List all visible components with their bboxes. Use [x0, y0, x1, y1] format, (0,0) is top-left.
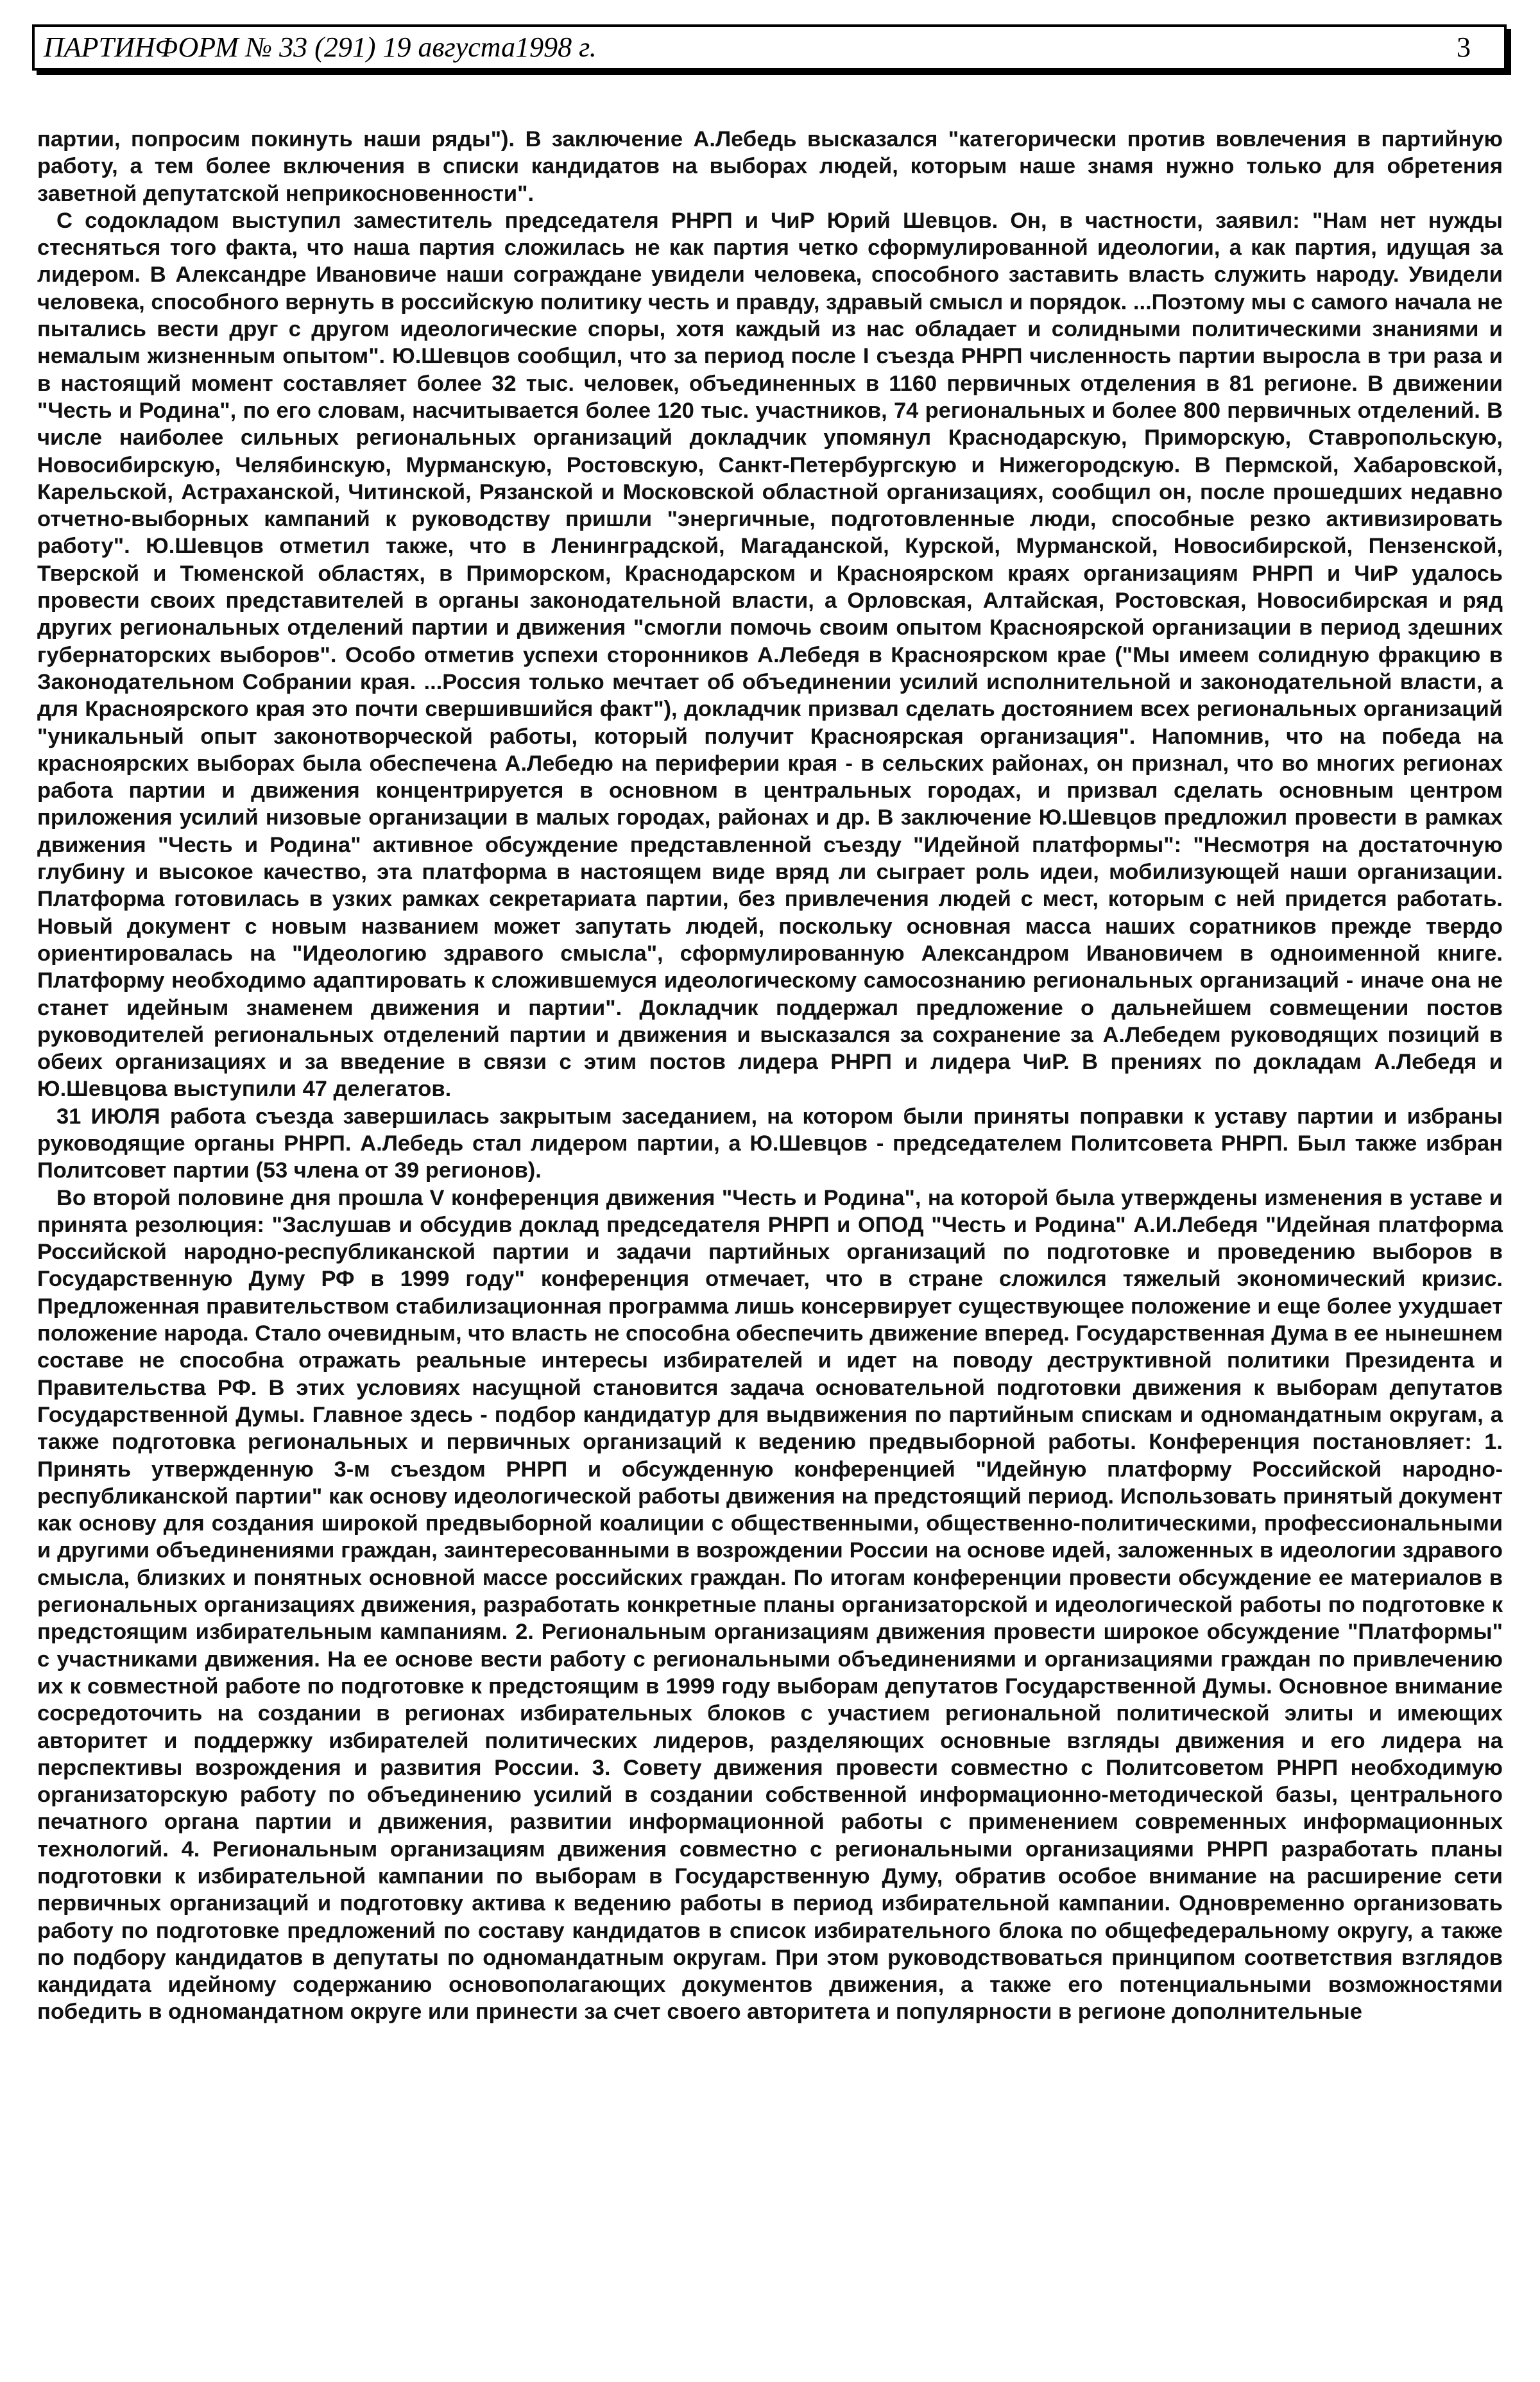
- article-body: [37, 126, 1503, 2026]
- newsletter-title: ПАРТИНФОРМ № 33 (291) 19 августа1998 г.: [44, 31, 597, 63]
- page-number: 3: [1457, 31, 1471, 63]
- paragraph-2: С содокладом выступил заместитель председателя РНРП и ЧиР Юрий Шевцов. Он, в частности, заявил: "Нам нет нужды стесняться того факта, что наша партия сложилась не как партия четко сформулированной идеологии, а как партия, идущая за лидером. В Александре Ивановиче наши сограждане увидели человека, способного заставить власть служить народу. Увидели человека, способного вернуть в российскую политику честь и правду, здравый смысл и порядок. ...Поэтому мы с самого начала не пытались вести друг с другом идеологические споры, хотя каждый из нас обладает и солидными политическими знаниями и немалым жизненным опытом". Ю.Шевцов сообщил, что за период после I съезда РНРП численность партии выросла в три раза и в настоящий момент составляет более 32 тыс. человек, объединенных в 1160 первичных отделения в 81 регионе. В движении "Честь и Родина", по его словам, насчитывается более 120 тыс. участников, 74 региональных и более 800 первичных отделений. В числе наиболее сильных региональных организаций докладчик упомянул Краснодарскую, Приморскую, Ставропольскую, Новосибирскую, Челябинскую, Мурманскую, Ростовскую, Санкт-Петербургскую и Нижегородскую. В Пермской, Хабаровской, Карельской, Астраханской, Читинской, Рязанской и Московской областной организациях, сообщил он, после прошедших недавно отчетно-выборных кампаний к руководству пришли "энергичные, подготовленные люди, способные резко активизировать работу". Ю.Шевцов отметил также, что в Ленинградской, Магаданской, Курской, Мурманской, Новосибирской, Пензенской, Тверской и Тюменской областях, в Приморском, Краснодарском и Красноярском краях организациям РНРП и ЧиР удалось провести своих представителей в органы законодательной власти, а Орловская, Алтайская, Ростовская, Новосибирская и ряд других региональных отделений партии и движения "смогли помочь своим опытом Красноярской организации в период здешних губернаторских выборов". Особо отметив успехи сторонников А.Лебедя в Красноярском крае ("Мы имеем солидную фракцию в Законодательном Собрании края. ...Россия только мечтает об объединении усилий исполнительной и законодательной власти, а для Красноярского края это почти свершившийся факт"), докладчик призвал сделать достоянием всех региональных организаций "уникальный опыт законотворческой работы, который получит Красноярская организация". Напомнив, что на победа на красноярских выборах была обеспечена А.Лебедю на периферии края - в сельских районах, он признал, что во многих регионах работа партии и движения концентрируется в основном в центральных городах, и призвал сделать основным центром приложения усилий низовые организации в малых городах, районах и др. В заключение Ю.Шевцов предложил провести в рамках движения "Честь и Родина" активное обсуждение представленной съезду "Идейной платформы": "Несмотря на достаточную глубину и высокое качество, эта платформа в настоящем виде вряд ли сыграет роль идеи, мобилизующей наши организации. Платформа готовилась в узких рамках секретариата партии, без привлечения людей с мест, которым с ней придется работать. Новый документ с новым названием может запутать людей, поскольку основная масса наших соратников прежде твердо ориентировалась на "Идеологию здравого смысла", сформулированную Александром Ивановичем в одноименной книге. Платформу необходимо адаптировать к сложившемуся идеологическому самосознанию региональных организаций - иначе она не станет идейным знаменем движения и партии". Докладчик поддержал предложение о дальнейшем совмещении постов руководителей региональных отделений партии и движения и высказался за сохранение за А.Лебедем руководящих позиций в обеих организациях и за введение в связи с этим постов лидера РНРП и лидера ЧиР. В прениях по докладам А.Лебедя и Ю.Шевцова выступили 47 делегатов.: [37, 208, 1503, 1102]
- page-header: [32, 24, 1507, 71]
- paragraph-4: Во второй половине дня прошла V конференция движения "Честь и Родина", на которой была утверждены изменения в уставе и принята резолюция: "Заслушав и обсудив доклад председателя РНРП и ОПОД "Честь и Родина" А.И.Лебедя "Идейная платформа Российской народно-республиканской партии и задачи партийных организаций по подготовке и проведению выборов в Государственную Думу РФ в 1999 году" конференция отмечает, что в стране сложился тяжелый экономический кризис. Предложенная правительством стабилизационная программа лишь консервирует существующее положение и еще более ухудшает положение народа. Стало очевидным, что власть не способна обеспечить движение вперед. Государственная Дума в ее нынешнем составе не способна отражать реальные интересы избирателей и идет на поводу деструктивной политики Президента и Правительства РФ. В этих условиях насущной становится задача основательной подготовки движения к выборам депутатов Государственной Думы. Главное здесь - подбор кандидатур для выдвижения по партийным спискам и одномандатным округам, а также подготовка региональных и первичных организаций к ведению предвыборной работы. Конференция постановляет: 1. Принять утвержденную 3-м съездом РНРП и обсужденную конференцией "Идейную платформу Российской народно-республиканской партии" как основу идеологической работы движения на предстоящий период. Использовать принятый документ как основу для создания широкой предвыборной коалиции с общественными, общественно-политическими, профессиональными и другими объединениями граждан, заинтересованными в возрождении России на основе идей, заложенных в идеологии здравого смысла, близких и понятных основной массе российских граждан. По итогам конференции провести обсуждение ее материалов в региональных организациях движения, разработать конкретные планы организаторской и идеологической работы по подготовке к предстоящим избирательным кампаниям. 2. Региональным организациям движения провести широкое обсуждение "Платформы" с участниками движения. На ее основе вести работу с региональными объединениями и организациями граждан по привлечению их к совместной работе по подготовке к предстоящим в 1999 году выборам депутатов Государственной Думы. Основное внимание сосредоточить на создании в регионах избирательных блоков с участием региональной политической элиты и имеющих авторитет и поддержку избирателей политических лидеров, разделяющих основные взгляды движения и его лидера на перспективы возрождения и развития России. 3. Совету движения провести совместно с Политсоветом РНРП необходимую организаторскую работу по объединению усилий в создании собственной информационно-методической базы, центрального печатного органа партии и движения, развитии информационной работы с применением современных информационных технологий. 4. Региональным организациям движения совместно с региональными организациями РНРП разработать планы подготовки к избирательной кампании по выборам в Государственную Думу, обратив особое внимание на расширение сети первичных организаций и подготовку актива к ведению работы в период избирательной кампании. Одновременно организовать работу по подготовке предложений по составу кандидатов в список избирательного блока по общефедеральному округу, а также по подбору кандидатов в депутаты по одномандатным округам. При этом руководствоваться принципом соответствия взглядов кандидата идейному содержанию основополагающих документов движения, а также его потенциальными возможностями победить в одномандатном округе или принести за счет своего авторитета и популярности в регионе дополнительные: [37, 1185, 1503, 2025]
- paragraph-1: партии, попросим покинуть наши ряды"). В заключение А.Лебедь высказался "категорически против вовлечения в партийную работу, а тем более включения в списки кандидатов на выборах людей, которым наше знамя нужно только для обретения заветной депутатской неприкосновенности".: [37, 127, 1503, 206]
- paragraph-3: 31 ИЮЛЯ работа съезда завершилась закрытым заседанием, на котором были приняты поправки к уставу партии и избраны руководящие органы РНРП. А.Лебедь стал лидером партии, а Ю.Шевцов - председателем Политсовета РНРП. Был также избран Политсовет партии (53 члена от 39 регионов).: [37, 1104, 1503, 1183]
